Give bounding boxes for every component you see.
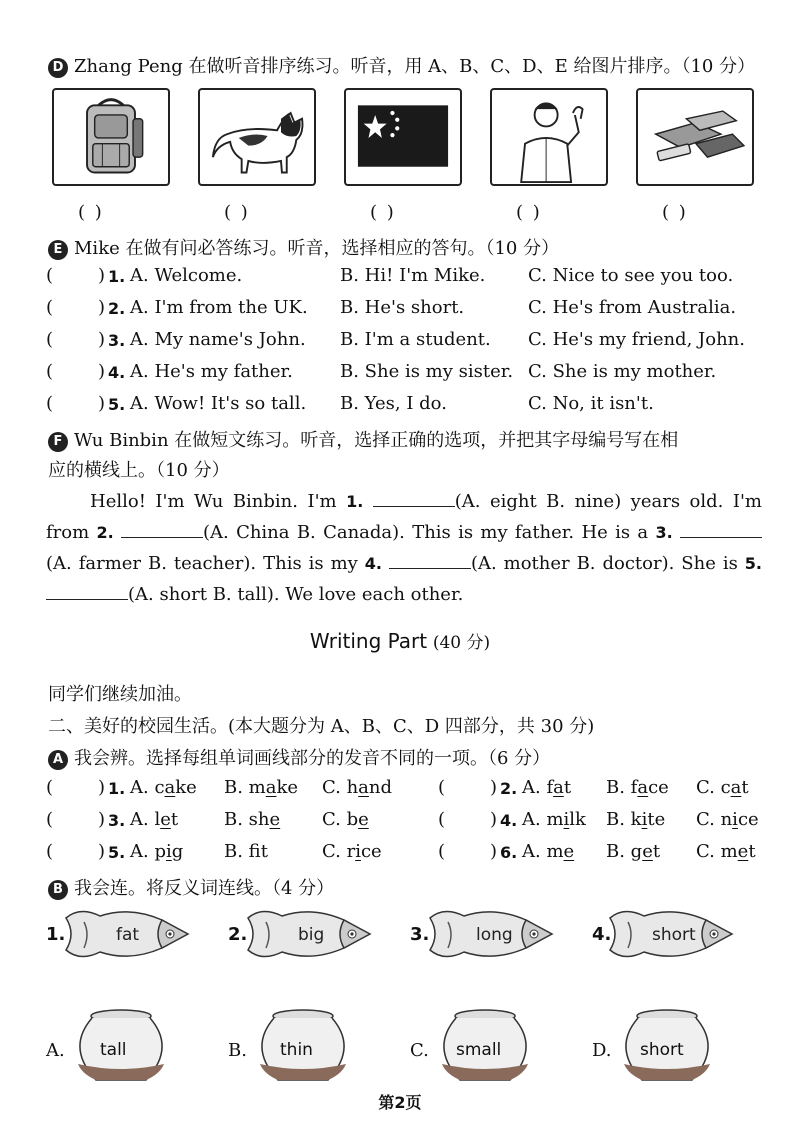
option-a: A. pig	[130, 841, 184, 862]
section-e-title: Mike 在做有问必答练习。听音，选择相应的答句。（10 分）	[74, 238, 560, 259]
blank-number: 1.	[346, 492, 364, 511]
bowl-word: short	[640, 1040, 684, 1060]
option-c: C. met	[696, 841, 756, 862]
section-b-title: 我会连。将反义词连线。（4 分）	[74, 878, 335, 899]
answer-paren-close[interactable]: )	[98, 841, 106, 862]
option-a: A. milk	[522, 809, 586, 830]
cat-icon	[200, 90, 314, 184]
question-number: 5.	[108, 843, 126, 862]
fish-number: 2.	[228, 924, 248, 945]
bowl-word: tall	[100, 1040, 127, 1060]
passage-blank-3[interactable]	[680, 524, 762, 538]
option-a: A. He's my father.	[130, 361, 293, 382]
fish-number: 1.	[46, 924, 66, 945]
question-number: 1.	[108, 779, 126, 798]
section-d-badge: D	[48, 58, 68, 78]
option-a: A. Wow! It's so tall.	[130, 393, 307, 414]
option-b: B. Yes, I do.	[340, 393, 447, 414]
answer-paren-close[interactable]: )	[98, 393, 106, 414]
option-a: A. cake	[130, 777, 197, 798]
blank-number: 2.	[96, 523, 114, 542]
fish-number: 3.	[410, 924, 430, 945]
schoolbag-icon	[54, 90, 168, 184]
picture-cat	[198, 88, 316, 186]
order-blank-3[interactable]: ( )	[370, 202, 396, 223]
option-c: C. be	[322, 809, 369, 830]
passage-blank-2[interactable]	[121, 524, 203, 538]
cheer-text: 同学们继续加油。	[48, 684, 192, 705]
answer-paren-close[interactable]: )	[98, 329, 106, 350]
passage-text: (A. short B. tall). We love each other.	[128, 584, 464, 605]
bowl-word: small	[456, 1040, 502, 1060]
section-e-badge: E	[48, 240, 68, 260]
order-blank-5[interactable]: ( )	[662, 202, 688, 223]
option-c: C. He's my friend, John.	[528, 329, 745, 350]
question-number: 4.	[108, 363, 126, 382]
option-b: B. she	[224, 809, 281, 830]
option-a: A. let	[130, 809, 179, 830]
option-a: A. I'm from the UK.	[130, 297, 308, 318]
question-number: 4.	[500, 811, 518, 830]
answer-paren-open[interactable]: (	[438, 841, 446, 862]
question-number: 1.	[108, 267, 126, 286]
fish-word: long	[476, 925, 513, 945]
bowl-letter: C.	[410, 1040, 429, 1061]
passage-blank-1[interactable]	[373, 493, 455, 507]
passage-text: (A. farmer B. teacher). This is my	[46, 553, 365, 574]
fish-word: big	[298, 925, 325, 945]
order-blank-4[interactable]: ( )	[516, 202, 542, 223]
answer-paren-close[interactable]: )	[490, 841, 498, 862]
answer-paren-open[interactable]: (	[46, 297, 54, 318]
option-c: C. cat	[696, 777, 749, 798]
passage-text: (A. mother B. doctor). She is	[470, 553, 745, 574]
blank-number: 3.	[655, 523, 673, 542]
question-number: 3.	[108, 811, 126, 830]
question-number: 5.	[108, 395, 126, 414]
answer-paren-open[interactable]: (	[46, 361, 54, 382]
question-number: 3.	[108, 331, 126, 350]
option-c: C. hand	[322, 777, 393, 798]
section-d-heading	[48, 52, 755, 78]
answer-paren-open[interactable]: (	[438, 809, 446, 830]
passage-text: Hello! I'm Wu Binbin. I'm	[90, 491, 347, 512]
passage-blank-4[interactable]	[389, 555, 471, 569]
passage	[46, 486, 762, 610]
order-blank-1[interactable]: ( )	[78, 202, 104, 223]
picture-schoolbag	[52, 88, 170, 186]
bowl-letter: A.	[46, 1040, 65, 1061]
question-number: 2.	[500, 779, 518, 798]
answer-paren-close[interactable]: )	[98, 297, 106, 318]
section-f-title-line1: Wu Binbin 在做短文练习。听音，选择正确的选项，并把其字母编号写在相	[74, 430, 679, 451]
answer-paren-open[interactable]: (	[46, 777, 54, 798]
option-b: B. face	[606, 777, 669, 798]
passage-text: (A. China B. Canada). This is my father. He is a	[203, 522, 656, 543]
fish-number: 4.	[592, 924, 612, 945]
answer-paren-close[interactable]: )	[98, 809, 106, 830]
writing-part-title: Writing Part	[309, 629, 428, 653]
question-number: 2.	[108, 299, 126, 318]
page-number: 第2页	[378, 1093, 422, 1112]
section-d-title: Zhang Peng 在做听音排序练习。听音，用 A、B、C、D、E 给图片排序。（10 分）	[74, 56, 756, 77]
section-f-heading	[48, 426, 678, 452]
option-b: B. make	[224, 777, 299, 798]
picture-books	[636, 88, 754, 186]
picture-man	[490, 88, 608, 186]
answer-paren-close[interactable]: )	[490, 777, 498, 798]
option-b: B. He's short.	[340, 297, 465, 318]
passage-blank-5[interactable]	[46, 586, 128, 600]
question-number: 6.	[500, 843, 518, 862]
blank-number: 4.	[364, 554, 382, 573]
answer-paren-open[interactable]: (	[438, 777, 446, 798]
blank-number: 5.	[744, 554, 762, 573]
option-a: A. fat	[522, 777, 572, 798]
option-a: A. me	[522, 841, 575, 862]
books-icon	[638, 90, 752, 184]
answer-paren-open[interactable]: (	[46, 393, 54, 414]
answer-paren-open[interactable]: (	[46, 841, 54, 862]
bowl-letter: B.	[228, 1040, 247, 1061]
section-a-badge: A	[48, 750, 68, 770]
fish-word: fat	[116, 925, 140, 945]
answer-paren-close[interactable]: )	[98, 777, 106, 798]
option-c: C. Nice to see you too.	[528, 265, 734, 286]
option-c: C. nice	[696, 809, 759, 830]
writing-part-score: (40 分)	[432, 633, 491, 653]
option-c: C. She is my mother.	[528, 361, 717, 382]
section-f-badge: F	[48, 432, 68, 452]
option-b: B. get	[606, 841, 661, 862]
section-a-heading	[48, 744, 550, 770]
option-b: B. ft	[224, 841, 268, 862]
answer-paren-open[interactable]: (	[46, 809, 54, 830]
answer-paren-open[interactable]: (	[46, 265, 54, 286]
option-b: B. I'm a student.	[340, 329, 491, 350]
option-b: B. Hi! I'm Mike.	[340, 265, 486, 286]
section-a-title: 我会辨。选择每组单词画线部分的发音不同的一项。（6 分）	[74, 748, 551, 769]
waving-man-icon	[492, 90, 606, 184]
writing-part-heading	[0, 628, 800, 653]
option-b: B. She is my sister.	[340, 361, 514, 382]
answer-paren-close[interactable]: )	[98, 361, 106, 382]
picture-flag	[344, 88, 462, 186]
option-c: C. He's from Australia.	[528, 297, 737, 318]
order-blank-2[interactable]: ( )	[224, 202, 250, 223]
option-a: A. Welcome.	[130, 265, 243, 286]
option-c: C. No, it isn't.	[528, 393, 654, 414]
option-a: A. My name's John.	[130, 329, 306, 350]
option-c: C. rice	[322, 841, 382, 862]
bowl-word: thin	[280, 1040, 313, 1060]
answer-paren-close[interactable]: )	[98, 265, 106, 286]
section-b-badge: B	[48, 880, 68, 900]
section-e-heading	[48, 234, 559, 260]
passage-text: (A. eight B. nine) years old. I'm from	[46, 491, 762, 543]
fish-word: short	[652, 925, 696, 945]
answer-paren-close[interactable]: )	[490, 809, 498, 830]
answer-paren-open[interactable]: (	[46, 329, 54, 350]
section-b-heading	[48, 874, 334, 900]
part-two-heading: 二、美好的校园生活。(本大题分为 A、B、C、D 四部分，共 30 分)	[48, 716, 595, 737]
option-b: B. kite	[606, 809, 666, 830]
chinese-flag-icon	[346, 90, 460, 184]
section-f-title-line2: 应的横线上。（10 分）	[48, 460, 230, 481]
bowl-letter: D.	[592, 1040, 612, 1061]
